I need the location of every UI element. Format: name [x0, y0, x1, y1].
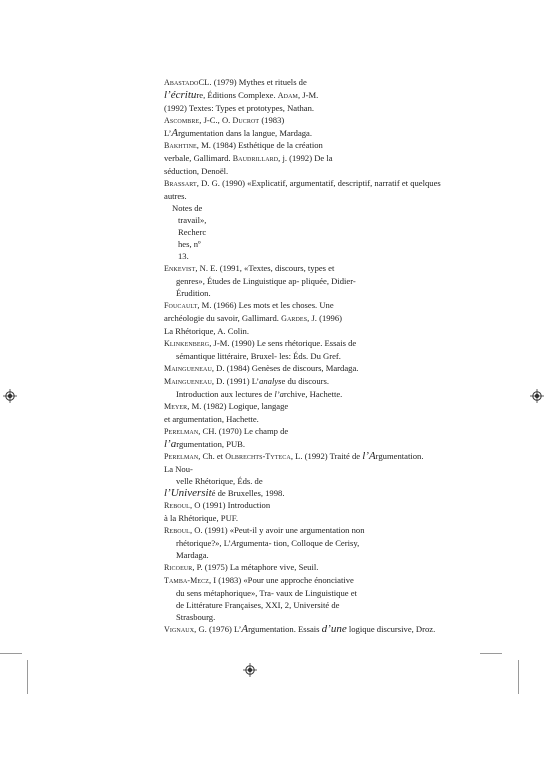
bibliography-line	[164, 537, 474, 549]
citation-text: , N. E. (1991, «Textes, discours, types et	[195, 263, 335, 273]
citation-text: , I (1983) «Pour une approche énonciative	[209, 575, 354, 585]
crop-mark-right-vertical	[518, 660, 519, 694]
citation-text: A	[171, 127, 179, 139]
citation-text: de Littérature Françaises, XXI, 2, Université de	[176, 600, 340, 610]
author-name: Vignaux	[164, 625, 195, 634]
citation-text: velle Rhétorique, Éds. de	[176, 476, 263, 486]
registration-mark-left-icon	[3, 389, 17, 403]
citation-text: logique discursive, Droz.	[346, 624, 436, 634]
author-name: Maingueneau	[164, 364, 212, 373]
citation-text: , J-C., O.	[199, 115, 233, 125]
citation-text: travail»,	[178, 215, 207, 225]
citation-text: à la Rhétorique, PUF.	[164, 513, 239, 523]
citation-text: , P. (1975) La métaphore vive, Seuil.	[192, 562, 319, 572]
citation-text: , O. (1991) «Peut-il y avoir une argumentation non	[189, 525, 365, 535]
citation-text: autres.	[164, 191, 187, 201]
author-name: Reboul	[164, 526, 190, 535]
citation-text: , J. (1996)	[307, 313, 342, 323]
bibliography-line	[164, 450, 474, 463]
citation-text: , D. (1984) Genèses de discours, Mardaga.	[211, 363, 359, 373]
citation-text: verbale, Gallimard.	[164, 153, 233, 163]
bibliography-line	[164, 114, 474, 127]
bibliography-line	[164, 463, 474, 475]
citation-text: l’a	[164, 438, 177, 450]
bibliography-line	[164, 599, 474, 611]
bibliography-line	[164, 127, 474, 139]
author-name: Ducrot	[232, 116, 260, 125]
bibliography-line	[164, 165, 474, 177]
author-name: Klinkenberg	[164, 339, 210, 348]
bibliography-line	[164, 202, 474, 214]
bibliography-line	[164, 89, 474, 102]
bibliography-line	[164, 499, 474, 512]
citation-text: Introduction aux lectures de	[176, 389, 275, 399]
citation-text: , j. (1992) De la	[278, 153, 333, 163]
bibliography-line	[164, 287, 474, 299]
citation-text: , G. (1976) L’	[194, 624, 242, 634]
bibliography-line	[164, 275, 474, 287]
citation-text: l’Universit	[164, 487, 212, 499]
bibliography-line	[164, 611, 474, 623]
author-name: Olbrechts-Tyteca	[225, 452, 291, 461]
bibliography-line	[164, 177, 474, 190]
citation-text: , Ch. et	[198, 451, 226, 461]
citation-text: Érudition.	[176, 288, 211, 298]
author-name: Tamba-Mecz	[164, 576, 209, 585]
citation-text: , O (1991) Introduction	[189, 500, 271, 510]
bibliography-line	[164, 337, 474, 350]
citation-text: e du discours.	[281, 376, 329, 386]
registration-mark-right-icon	[530, 389, 544, 403]
registration-mark-bottom-icon	[243, 663, 257, 677]
bibliography-line	[164, 524, 474, 537]
citation-text: A	[231, 538, 237, 548]
bibliography-line	[164, 250, 474, 262]
crop-mark-left-horizontal	[0, 653, 22, 654]
bibliography-line	[164, 190, 474, 202]
citation-text: é de Bruxelles, 1998.	[211, 488, 285, 498]
citation-text: l’a	[274, 389, 284, 399]
citation-text: , L. (1992) Traité de	[290, 451, 363, 461]
bibliography-line	[164, 549, 474, 561]
author-name: Abastado	[164, 78, 199, 87]
bibliography-line	[164, 362, 474, 375]
citation-text: (1983)	[259, 115, 285, 125]
author-name: Ascombre	[164, 116, 200, 125]
bibliography-line	[164, 76, 474, 89]
citation-text: et argumentation, Hachette.	[164, 414, 259, 424]
bibliography-line	[164, 487, 474, 499]
author-name: Adam	[277, 91, 298, 100]
bibliography-line	[164, 325, 474, 337]
citation-text: L’	[164, 128, 172, 138]
citation-text: , D. G. (1990) «Explicatif, argumentatif, descriptif, narratif et quelques	[196, 178, 441, 188]
citation-text: analys	[259, 376, 282, 386]
citation-text: , J-M.	[297, 90, 319, 100]
author-name: Baudrillard	[232, 154, 279, 163]
bibliography-line	[164, 400, 474, 413]
citation-text: l’écritu	[164, 89, 197, 101]
citation-text: , CH. (1970) Le champ de	[198, 426, 289, 436]
crop-mark-right-horizontal	[480, 653, 502, 654]
citation-text: , J-M. (1990) Le sens rhétorique. Essais de	[209, 338, 357, 348]
bibliography-line	[164, 299, 474, 312]
bibliography-line	[164, 512, 474, 524]
citation-text: , M. (1984) Esthétique de la création	[196, 140, 323, 150]
citation-text: (1992) Textes: Types et prototypes, Nathan.	[164, 103, 315, 113]
author-name: Brassart	[164, 179, 197, 188]
citation-text: sémantique littéraire, Bruxel- les: Éds. Du Gref.	[176, 351, 341, 361]
author-name: Meyer	[164, 402, 188, 411]
citation-text: d’une	[321, 623, 347, 635]
bibliography-line	[164, 587, 474, 599]
bibliography-line	[164, 425, 474, 438]
citation-text: , M. (1982) Logique, langage	[187, 401, 289, 411]
author-name: Foucault	[164, 301, 198, 310]
citation-text: , D. (1991) L’	[211, 376, 260, 386]
citation-text: CL. (1979) Mythes et rituels de	[198, 77, 307, 87]
author-name: Gardes	[281, 314, 308, 323]
citation-text: rgumentation dans la langue, Mardaga.	[178, 128, 313, 138]
citation-text: rhétorique?», L’	[176, 538, 232, 548]
citation-text: archéologie du savoir, Gallimard.	[164, 313, 282, 323]
bibliography-line	[164, 139, 474, 152]
citation-text: rgumentation, PUB.	[176, 439, 246, 449]
crop-mark-left-vertical	[27, 660, 28, 694]
author-name: Enkevist	[164, 264, 196, 273]
bibliography-block	[164, 76, 474, 636]
author-name: Maingueneau	[164, 377, 212, 386]
citation-text: rgumenta- tion, Colloque de Cerisy,	[236, 538, 360, 548]
bibliography-line	[164, 475, 474, 487]
citation-text: du sens métaphorique», Tra- vaux de Linguistique et	[176, 588, 357, 598]
author-name: Reboul	[164, 501, 190, 510]
citation-text: A	[241, 623, 249, 635]
bibliography-line	[164, 561, 474, 574]
citation-text: re, Éditions Complexe.	[196, 90, 278, 100]
citation-text: l’A	[362, 450, 376, 462]
author-name: Perelman	[164, 427, 199, 436]
bibliography-line	[164, 388, 474, 400]
citation-text: Mardaga.	[176, 550, 209, 560]
citation-text: Strasbourg.	[176, 612, 216, 622]
bibliography-line	[164, 375, 474, 388]
citation-text: rgumentation. Essais	[248, 624, 322, 634]
bibliography-line	[164, 226, 474, 238]
bibliography-line	[164, 102, 474, 114]
citation-text: séduction, Denoël.	[164, 166, 229, 176]
citation-text: genres», Études de Linguistique ap- pliquée, Didier-	[176, 276, 356, 286]
bibliography-line	[164, 438, 474, 450]
citation-text: La Rhétorique, A. Colin.	[164, 326, 249, 336]
citation-text: 13.	[178, 251, 189, 261]
bibliography-line	[164, 574, 474, 587]
bibliography-line	[164, 214, 474, 226]
citation-text: rchive, Hachette.	[283, 389, 343, 399]
citation-text: hes, nº	[178, 239, 201, 249]
citation-text: rgumentation.	[375, 451, 424, 461]
citation-text: La Nou-	[164, 464, 193, 474]
citation-text: Recherc	[178, 227, 207, 237]
bibliography-line	[164, 238, 474, 250]
bibliography-line	[164, 623, 474, 636]
bibliography-line	[164, 350, 474, 362]
author-name: Ricoeur	[164, 563, 193, 572]
bibliography-line	[164, 312, 474, 325]
bibliography-line	[164, 262, 474, 275]
bibliography-line	[164, 152, 474, 165]
citation-text: Notes de	[172, 203, 203, 213]
author-name: Perelman	[164, 452, 199, 461]
citation-text: , M. (1966) Les mots et les choses. Une	[197, 300, 334, 310]
author-name: Bakhtine	[164, 141, 197, 150]
bibliography-line	[164, 413, 474, 425]
